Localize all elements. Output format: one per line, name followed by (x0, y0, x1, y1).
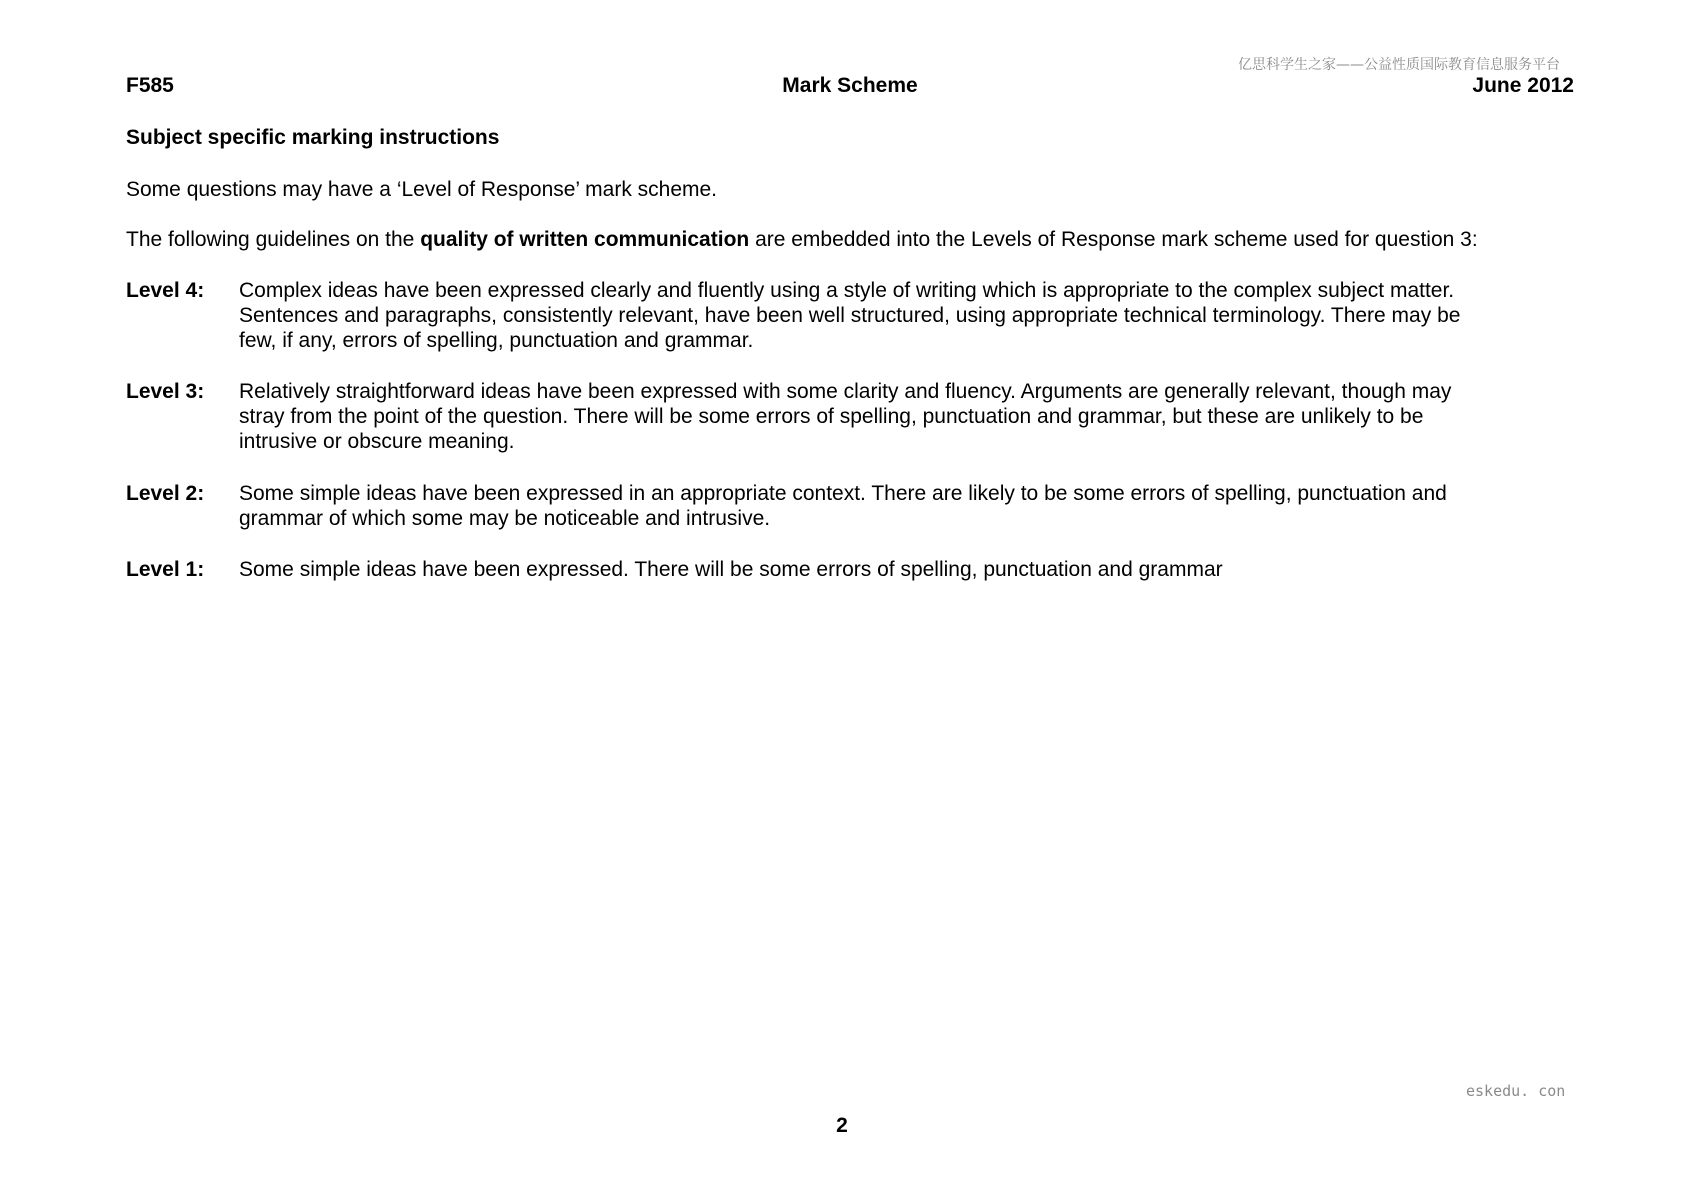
intro-paragraph: Some questions may have a ‘Level of Response’ mark scheme. (126, 178, 718, 201)
level-3-text (239, 379, 1679, 454)
level-2-text (239, 481, 1679, 531)
level-2-block (126, 481, 1566, 531)
level-2-line: grammar of which some may be noticeable and intrusive. (239, 507, 771, 530)
header-code: F585 (126, 74, 174, 97)
header-date: June 2012 (1472, 74, 1574, 97)
level-4-line: Complex ideas have been expressed clearly and fluently using a style of writing which is appropriate to the complex subject matter. (239, 279, 1455, 302)
level-3-label: Level 3: (126, 380, 205, 403)
level-4-text (239, 278, 1679, 353)
page-header (126, 74, 1574, 102)
level-4-label: Level 4: (126, 279, 205, 302)
guidelines-paragraph (126, 227, 1478, 252)
watermark-top: 亿思科学生之家——公益性质国际教育信息服务平台 (1238, 57, 1560, 73)
level-1-line: Some simple ideas have been expressed. There will be some errors of spelling, punctuation and grammar (239, 558, 1223, 581)
level-4-line: Sentences and paragraphs, consistently relevant, have been well structured, using appropriate technical terminology. There may be (239, 304, 1461, 327)
level-3-line: stray from the point of the question. There will be some errors of spelling, punctuation and grammar, but these are unlikely to be (239, 405, 1424, 428)
level-2-line: Some simple ideas have been expressed in an appropriate context. There are likely to be some errors of spelling, punctuation and (239, 482, 1447, 505)
page-number: 2 (836, 1114, 848, 1137)
level-3-line: intrusive or obscure meaning. (239, 430, 515, 453)
subject-heading: Subject specific marking instructions (126, 126, 500, 149)
guidelines-bold-text: quality of written communication (420, 228, 750, 251)
level-2-label: Level 2: (126, 482, 205, 505)
level-1-label: Level 1: (126, 558, 205, 581)
guidelines-text-after: are embedded into the Levels of Response mark scheme used for question 3: (749, 228, 1478, 251)
watermark-bottom: eskedu. con (1466, 1082, 1566, 1100)
level-4-line: few, if any, errors of spelling, punctuation and grammar. (239, 329, 754, 352)
level-1-block (126, 557, 1566, 582)
level-3-block (126, 379, 1566, 454)
header-title: Mark Scheme (782, 74, 918, 97)
level-4-block (126, 278, 1566, 353)
guidelines-text-before: The following guidelines on the (126, 228, 421, 251)
level-1-text (239, 557, 1679, 582)
level-3-line: Relatively straightforward ideas have been expressed with some clarity and fluency. Arguments are generally relevant, though may (239, 380, 1452, 403)
